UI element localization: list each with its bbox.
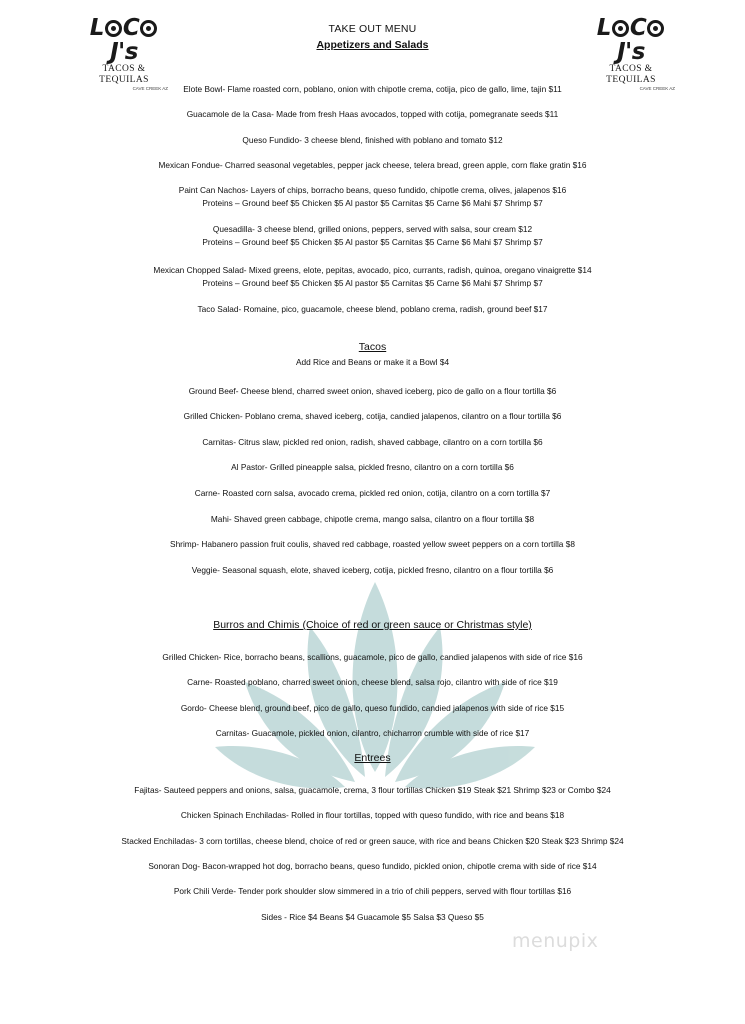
section-heading-burros: Burros and Chimis (Choice of red or green sauce or Christmas style) [213,619,532,631]
logo-location: CAVE CREEK AZ [132,86,168,91]
menu-item: Fajitas- Sauteed peppers and onions, salsa, guacamole, crema, 3 flour tortillas Chicken $19 Steak $21 Shrimp $23 or Combo $24 [134,785,611,795]
section-heading-appetizers: Appetizers and Salads [316,39,429,51]
menu-item: Mahi- Shaved green cabbage, chipotle crema, mango salsa, cilantro on a flour tortilla $8 [210,514,535,524]
menu-item: Elote Bowl- Flame roasted corn, poblano, onion with chipotle crema, cotija, pico de gallo, lime, tajin $11 [183,84,562,94]
menupix-watermark: menupix [512,930,599,952]
menu-item: Quesadilla- 3 cheese blend, grilled onions, peppers, served with salsa, sour cream $12 [212,224,533,234]
menu-item: Carnitas- Citrus slaw, pickled red onion, radish, shaved cabbage, cilantro on a corn tortilla $6 [202,437,543,447]
menu-item: Grilled Chicken- Rice, borracho beans, scallions, guacamole, pico de gallo, candied jalapenos with side of rice $16 [162,652,583,662]
logo-wordmark: L C J's [585,16,677,64]
menu-item: Taco Salad- Romaine, pico, guacamole, cheese blend, poblano crema, radish, ground beef $17 [197,304,548,314]
section-heading-entrees: Entrees [354,752,391,764]
menu-item: Gordo- Cheese blend, ground beef, pico de gallo, queso fundido, candied jalapenos with side of rice $15 [180,703,565,713]
section-heading-tacos: Tacos [358,341,387,353]
logo-subtitle: TACOS & TEQUILAS [606,64,656,85]
logo-left [78,15,170,91]
menu-item: Stacked Enchiladas- 3 corn tortillas, cheese blend, choice of red or green sauce, with rice and beans Chicken $20 Steak $23 Shrimp $24 [121,836,624,846]
menu-title: TAKE OUT MENU [328,23,417,35]
menu-item: Veggie- Seasonal squash, elote, shaved iceberg, cotija, pickled fresno, cilantro on a flour tortilla $6 [191,565,554,575]
logo-subtitle: TACOS & TEQUILAS [99,64,149,85]
menu-item: Chicken Spinach Enchiladas- Rolled in flour tortillas, topped with queso fundido, with rice and beans $18 [180,810,565,820]
menu-item: Al Pastor- Grilled pineapple salsa, pickled fresno, cilantro on a corn tortilla $6 [231,462,514,472]
menu-item: Shrimp- Habanero passion fruit coulis, shaved red cabbage, roasted yellow sweet peppers on a corn tortilla $8 [170,539,575,549]
menu-item-proteins: Proteins – Ground beef $5 Chicken $5 Al pastor $5 Carnitas $5 Carne $6 Mahi $7 Shrimp $7 [202,278,543,288]
menu-item: Pork Chili Verde- Tender pork shoulder slow simmered in a trio of chili peppers, served with flour tortillas $16 [173,886,572,896]
menu-item: Grilled Chicken- Poblano crema, shaved iceberg, cotija, candied jalapenos, cilantro on a flour tortilla $6 [183,411,562,421]
menu-item: Mexican Chopped Salad- Mixed greens, elote, pepitas, avocado, pico, currants, radish, quinoa, oregano vinaigrette $14 [153,265,592,275]
logo-wordmark: L C J's [78,16,170,64]
menu-item: Mexican Fondue- Charred seasonal vegetables, pepper jack cheese, telera bread, green apple, corn flake gratin $16 [158,160,587,170]
menu-item: Paint Can Nachos- Layers of chips, borracho beans, queso fundido, chipotle crema, olives, jalapenos $16 [178,185,567,195]
tacos-note: Add Rice and Beans or make it a Bowl $4 [295,357,450,367]
menu-item: Queso Fundido- 3 cheese blend, finished with poblano and tomato $12 [242,135,503,145]
menu-item-proteins: Proteins – Ground beef $5 Chicken $5 Al pastor $5 Carnitas $5 Carne $6 Mahi $7 Shrimp $7 [202,237,543,247]
logo-right [585,15,677,91]
menu-item: Ground Beef- Cheese blend, charred sweet onion, shaved iceberg, pico de gallo on a flour tortilla $6 [188,386,557,396]
menu-item: Carnitas- Guacamole, pickled onion, cilantro, chicharron crumble with side of rice $17 [215,728,530,738]
menu-item: Carne- Roasted corn salsa, avocado crema, pickled red onion, cotija, cilantro on a corn tortilla $7 [194,488,551,498]
menu-item-proteins: Proteins – Ground beef $5 Chicken $5 Al pastor $5 Carnitas $5 Carne $6 Mahi $7 Shrimp $7 [202,198,543,208]
logo-location: CAVE CREEK AZ [639,86,675,91]
menu-item: Carne- Roasted poblano, charred sweet onion, cheese blend, salsa rojo, cilantro with side of rice $19 [187,677,558,687]
menu-item: Guacamole de la Casa- Made from fresh Haas avocados, topped with cotija, pomegranate seeds $11 [186,109,559,119]
sides-line: Sides - Rice $4 Beans $4 Guacamole $5 Salsa $3 Queso $5 [261,912,484,922]
menu-item: Sonoran Dog- Bacon-wrapped hot dog, borracho beans, queso fundido, pickled onion, chipotle crema with side of rice $14 [148,861,597,871]
